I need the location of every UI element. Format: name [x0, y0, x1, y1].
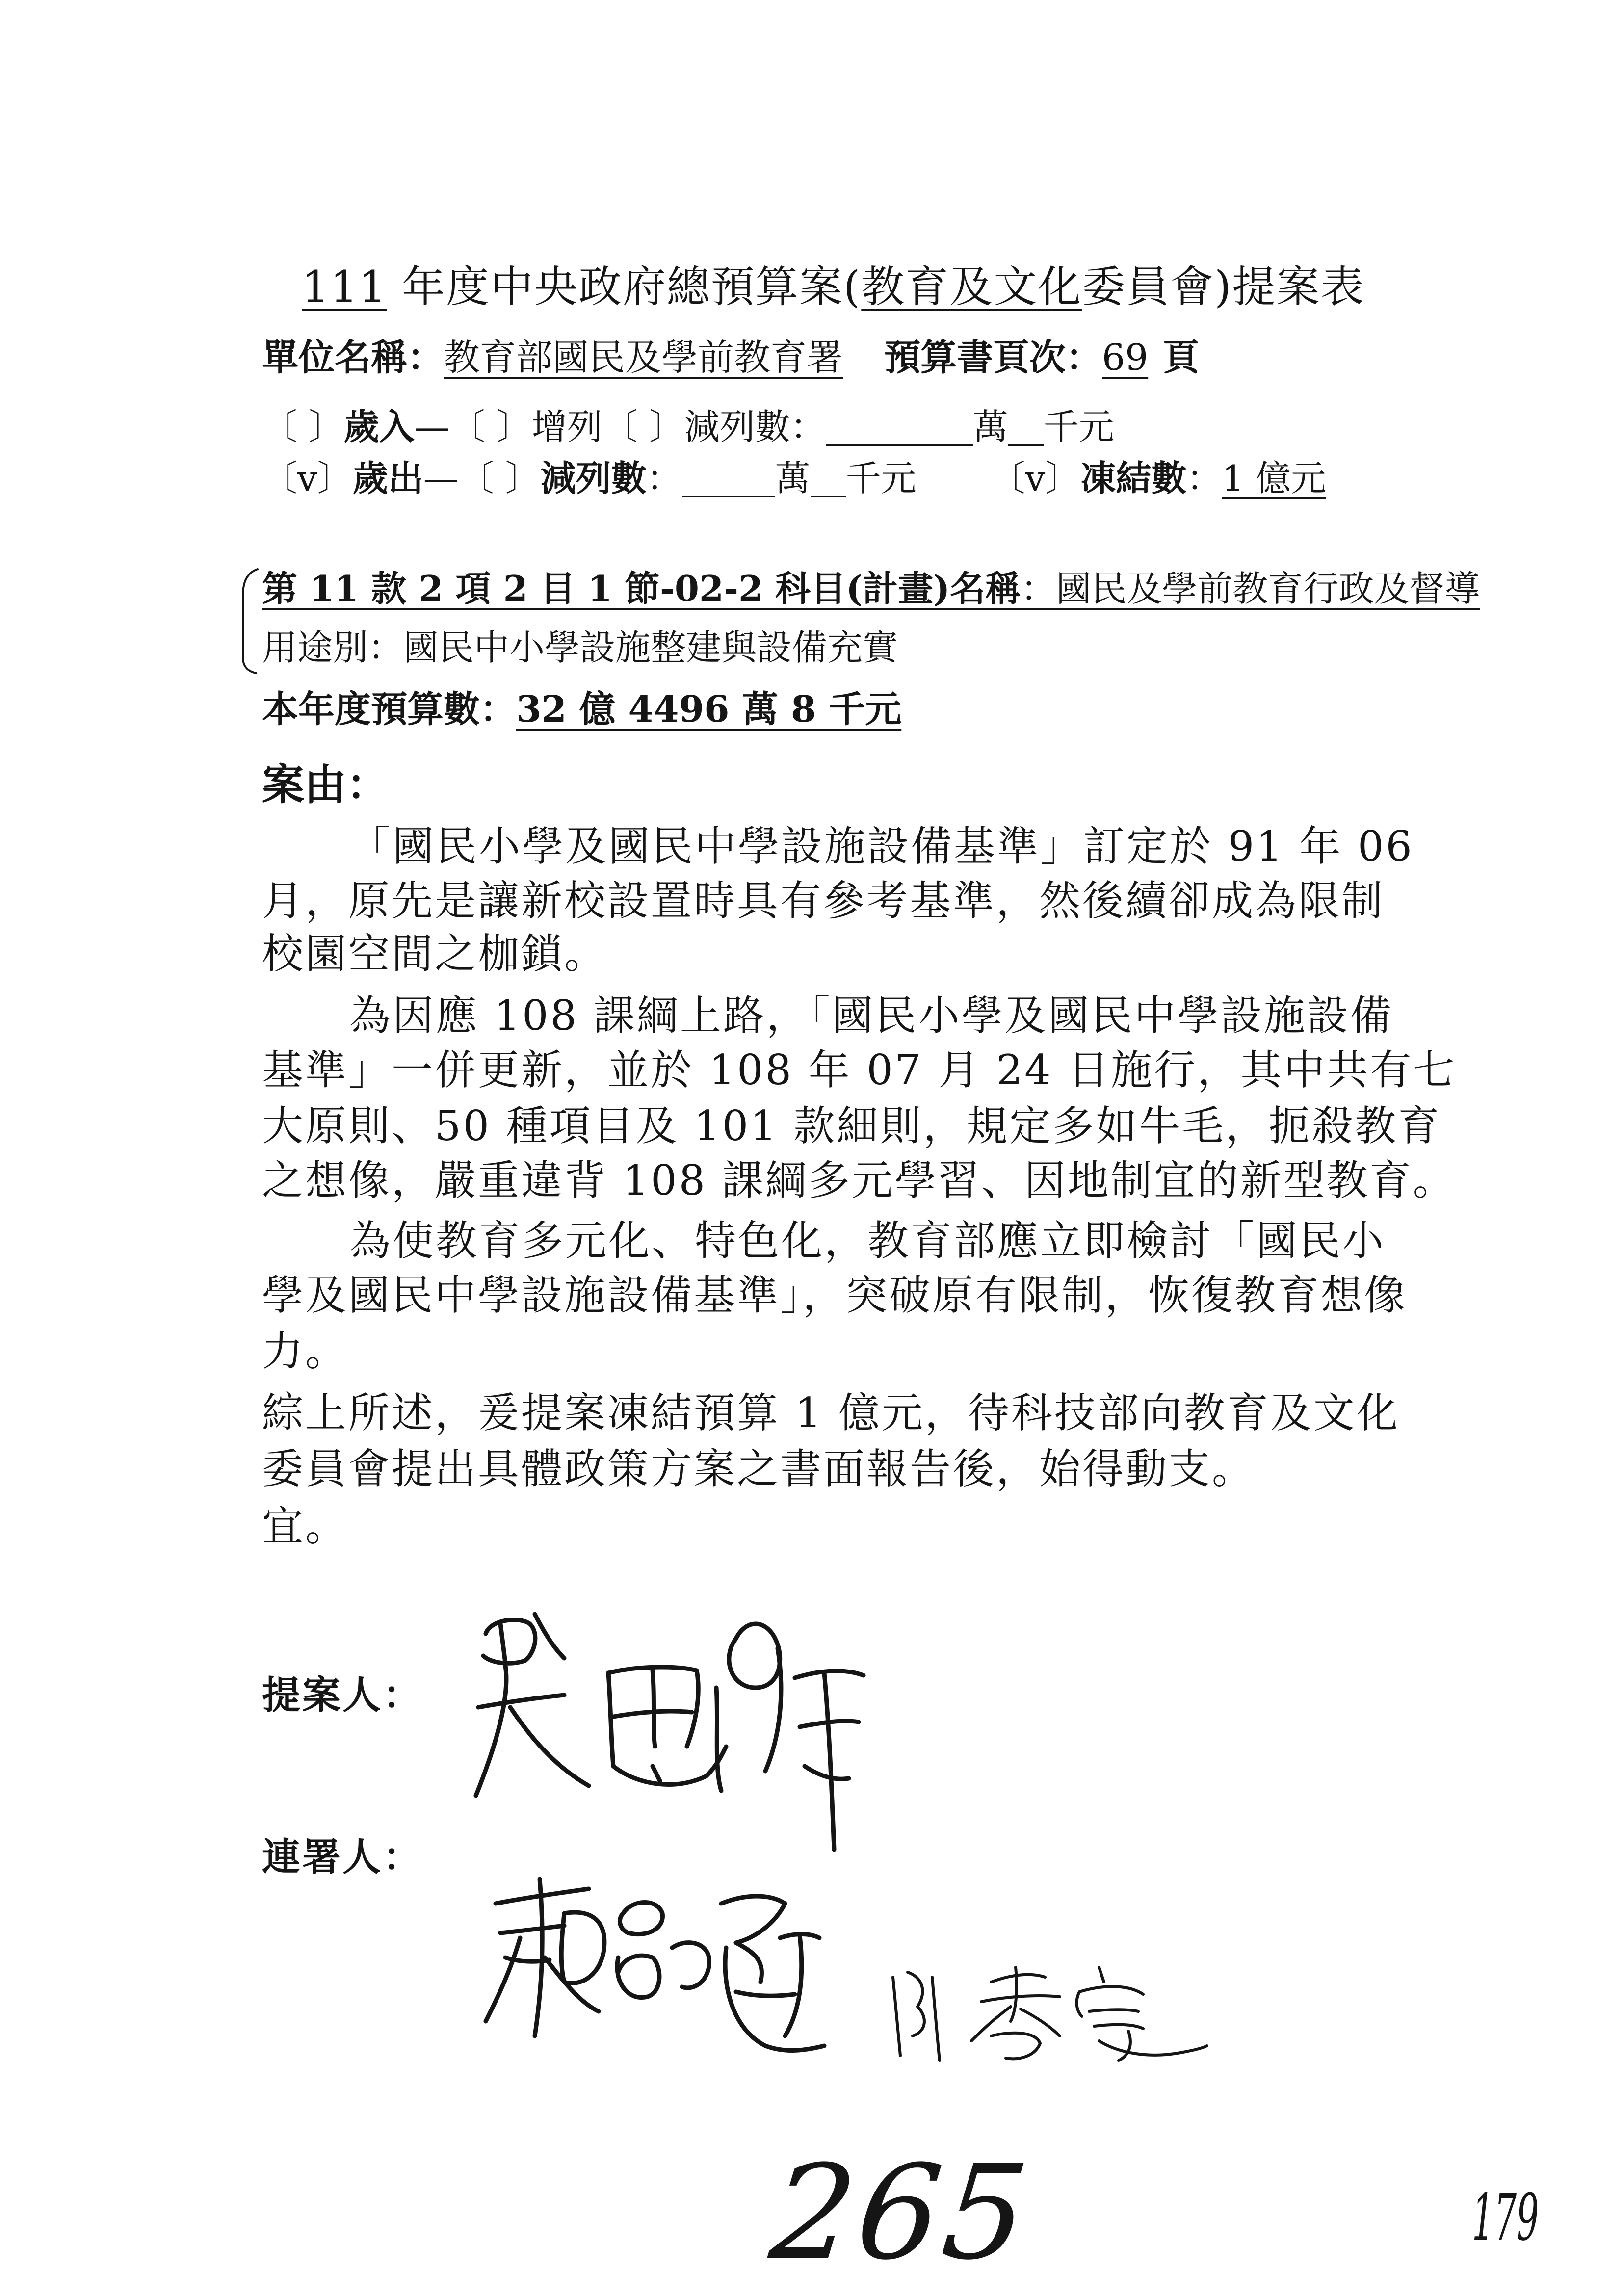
- signature-stroke: [672, 1943, 709, 1988]
- signature-stroke: [716, 1688, 721, 1791]
- cosigner-signature-1: [486, 1879, 824, 2050]
- cosigner-signature-2: [893, 1967, 1207, 2061]
- cosigner-label: 連署人：: [262, 1835, 423, 1879]
- revenue-dash: —: [414, 406, 450, 447]
- signature-stroke: [500, 1926, 564, 1933]
- signature-stroke: [785, 1935, 802, 2036]
- signature-stroke: [617, 1956, 659, 1997]
- case-line: 校園空間之枷鎖。: [262, 930, 608, 978]
- subject-name: 國民及學前教育行政及督導: [1056, 568, 1480, 609]
- blank-field-line: [1008, 416, 1044, 446]
- case-line: 「國民小學及國民中學設施設備基準」訂定於 91 年 06: [349, 822, 1414, 870]
- signature-stroke: [721, 1896, 785, 1982]
- signature-stroke: [736, 1992, 795, 1996]
- signature-stroke: [725, 1948, 824, 2050]
- unit-label: 單位名稱：: [262, 337, 444, 379]
- revenue-checkbox: 〔 〕: [262, 406, 344, 447]
- increase-checkbox: 〔 〕: [449, 406, 532, 447]
- signature-stroke: [932, 1977, 940, 2061]
- freeze-checkbox: 〔v〕: [990, 458, 1081, 499]
- budget-row: [262, 688, 901, 731]
- signature-stroke: [510, 1707, 589, 1786]
- case-line: 力。: [262, 1327, 349, 1375]
- blank-field-line: [682, 468, 775, 498]
- signature-stroke: [486, 1938, 520, 2021]
- signature-stroke: [991, 1975, 1045, 1982]
- signature-stroke: [496, 1889, 589, 1904]
- revenue-label: 歲入: [343, 406, 415, 447]
- case-line: 為使教育多元化、特色化，教育部應立即檢討「國民小: [349, 1217, 1386, 1265]
- handwritten-corner-number: 179: [1472, 2180, 1539, 2255]
- page-label: 預算書頁次：: [884, 337, 1102, 379]
- signature-stroke: [476, 1666, 506, 1796]
- signature-stroke: [1099, 1967, 1104, 1982]
- form-title: [302, 261, 1365, 313]
- revenue-row: [262, 406, 1114, 448]
- signature-stroke: [1021, 2009, 1060, 2036]
- blank-field-line: [826, 416, 973, 446]
- signature-stroke: [561, 1912, 604, 1983]
- page-unit: 頁: [1163, 337, 1200, 379]
- decrease-label: 減列數：: [684, 406, 826, 447]
- signature-stroke: [611, 1711, 692, 1717]
- signature-stroke: [824, 1673, 834, 1850]
- case-line: 學及國民中學設施設備基準」，突破原有限制，恢復教育想像: [262, 1271, 1408, 1319]
- signature-stroke: [505, 1957, 550, 1961]
- blank-field-line: [811, 468, 846, 498]
- signature-stroke: [535, 1614, 564, 1658]
- signature-stroke: [1089, 2009, 1138, 2011]
- page-value: 69: [1102, 337, 1149, 379]
- signature-stroke: [608, 1667, 698, 1747]
- case-heading: 案由：: [262, 760, 389, 809]
- case-line: 綜上所述，爰提案凍結預算 1 億元，待科技部向教育及文化: [262, 1389, 1400, 1437]
- wan-unit: 萬: [775, 458, 811, 499]
- signature-stroke: [780, 1934, 819, 1938]
- unit-row: [262, 336, 1199, 380]
- case-line: 宜。: [262, 1502, 349, 1550]
- title-suffix: 委員會)提案表: [1082, 261, 1365, 312]
- subject-code-label: 第 11 款 2 項 2 目 1 節-02-2 科目(計畫)名稱: [262, 568, 1021, 609]
- title-text: 年度中央政府總預算案(: [387, 261, 862, 312]
- subject-colon: ：: [1021, 568, 1056, 609]
- freeze-label: 凍結數: [1080, 457, 1187, 499]
- signature-stroke: [653, 1766, 660, 1781]
- case-line: 基準」一併更新，並於 108 年 07 月 24 日施行，其中共有七: [262, 1046, 1457, 1094]
- case-line: 委員會提出具體政策方案之書面報告後，始得動支。: [262, 1445, 1256, 1493]
- expense-dash: —: [423, 458, 459, 499]
- subject-bracket: [243, 569, 258, 673]
- case-line: 為因應 108 課綱上路，「國民小學及國民中學設施設備: [349, 991, 1393, 1040]
- signature-stroke: [729, 1624, 780, 1688]
- unit-value: 教育部國民及學前教育署: [444, 337, 843, 379]
- bracket-stroke: [243, 569, 258, 673]
- case-line: 之想像，嚴重違背 108 課綱多元學習、因地制宜的新型教育。: [262, 1156, 1456, 1204]
- decrease-checkbox: 〔 〕: [602, 406, 684, 447]
- signature-stroke: [1077, 1992, 1082, 2016]
- signature-stroke: [1011, 1967, 1017, 2021]
- budget-value: 32 億 4496 萬 8 千元: [516, 688, 902, 731]
- signature-stroke: [765, 1648, 781, 1771]
- title-year: 111: [302, 261, 387, 312]
- wan-unit: 萬: [972, 406, 1008, 447]
- signature-stroke: [981, 1996, 1060, 2002]
- signature-stroke: [500, 1624, 505, 1663]
- signature-stroke: [805, 1766, 849, 1779]
- signature-stroke: [483, 1620, 535, 1663]
- expense-colon: ：: [646, 458, 682, 499]
- signature-stroke: [545, 1957, 599, 2011]
- case-line: 大原則、50 種項目及 101 款細則，規定多如牛毛，扼殺教育: [262, 1102, 1441, 1150]
- usage-row: 用途別：國民中小學設施整建與設備充實: [262, 627, 898, 668]
- expense-decrease-label: 減列數: [540, 457, 647, 499]
- signature-stroke: [971, 2007, 1011, 2041]
- signature-stroke: [535, 1879, 542, 2036]
- qian-yuan-unit: 千元: [1043, 406, 1114, 447]
- freeze-value: 1 億元: [1222, 458, 1327, 499]
- expense-decrease-checkbox: 〔 〕: [458, 458, 541, 499]
- expense-checkbox: 〔v〕: [262, 458, 353, 499]
- signature-stroke: [653, 1670, 655, 1747]
- proposer-label: 提案人：: [262, 1673, 423, 1718]
- signature-stroke: [1079, 1986, 1143, 1994]
- freeze-colon: ：: [1186, 458, 1222, 499]
- handwritten-page-number: 265: [764, 2138, 1037, 2289]
- signature-stroke: [795, 1671, 864, 1678]
- signature-stroke: [908, 1972, 924, 2036]
- signature-stroke: [1119, 2031, 1130, 2061]
- signature-stroke: [800, 1721, 859, 1727]
- case-line: 月，原先是讓新校設置時具有參考基準，然後續卻成為限制: [262, 877, 1385, 925]
- expense-row: [262, 457, 1326, 499]
- signature-stroke: [478, 1695, 564, 1707]
- signature-stroke: [1094, 2025, 1143, 2029]
- signature-stroke: [991, 2033, 1040, 2059]
- proposer-signature: [476, 1614, 864, 1850]
- increase-label: 增列: [531, 406, 602, 447]
- title-committee: 教育及文化: [861, 261, 1082, 312]
- signature-stroke: [1099, 2041, 1207, 2055]
- qian-yuan-unit: 千元: [845, 458, 917, 499]
- signature-stroke: [613, 1747, 726, 1784]
- budget-label: 本年度預算數：: [262, 688, 516, 731]
- subject-row: [262, 568, 1480, 610]
- signature-stroke: [608, 1673, 613, 1766]
- expense-label: 歲出: [352, 457, 423, 499]
- signature-stroke: [620, 1903, 662, 1934]
- signature-stroke: [893, 1977, 900, 2056]
